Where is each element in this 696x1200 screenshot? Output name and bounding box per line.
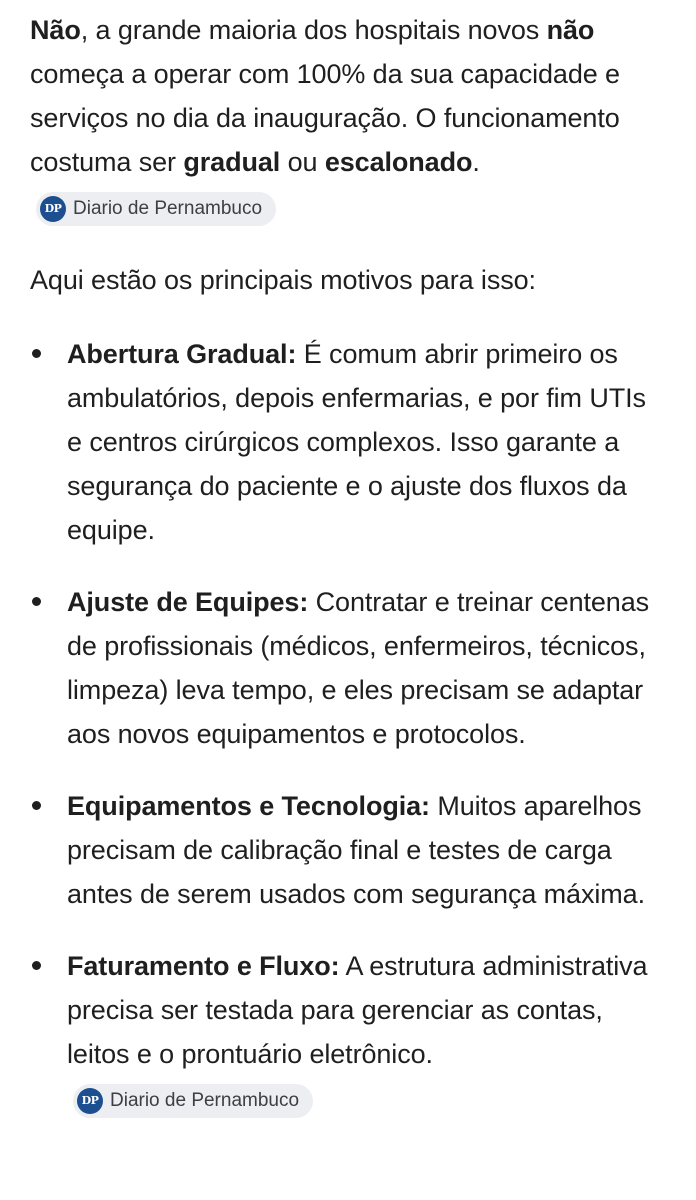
- reasons-list: [30, 332, 668, 1120]
- intro-emphasis-no: Não: [30, 15, 81, 45]
- source-chip-label: Diario de Pernambuco: [73, 198, 263, 219]
- intro-emphasis-escalonado: escalonado: [324, 147, 473, 177]
- list-item: [30, 580, 668, 756]
- reason-title: Ajuste de Equipes:: [67, 587, 309, 617]
- reason-text: É comum abrir primeiro os ambulatórios, depois enfermarias, e por fim UTIs e centros cirúrgicos complexos. Isso garante a segurança do paciente e o ajuste dos fluxos da equipe.: [67, 339, 646, 545]
- bullet-icon: [32, 349, 41, 358]
- intro-emphasis-nao: não: [546, 15, 595, 45]
- intro-emphasis-gradual: gradual: [183, 147, 281, 177]
- intro-text: .: [472, 147, 480, 177]
- intro-text: , a grande maioria dos hospitais novos: [80, 15, 547, 45]
- diario-de-pernambuco-logo-icon: DP: [40, 196, 66, 222]
- reason-title: Faturamento e Fluxo:: [67, 951, 340, 981]
- list-item: [30, 944, 668, 1120]
- source-chip[interactable]: [73, 1084, 313, 1118]
- intro-paragraph: [30, 8, 668, 228]
- source-chip-label: Diario de Pernambuco: [110, 1090, 300, 1111]
- reason-title: Abertura Gradual:: [67, 339, 297, 369]
- reasons-lead: Aqui estão os principais motivos para isso:: [30, 265, 536, 295]
- bullet-icon: [32, 961, 41, 970]
- bullet-icon: [32, 597, 41, 606]
- bullet-icon: [32, 801, 41, 810]
- reason-title: Equipamentos e Tecnologia:: [67, 791, 430, 821]
- source-chip[interactable]: [36, 192, 276, 226]
- reason-text: Contratar e treinar centenas de profissionais (médicos, enfermeiros, técnicos, limpeza) leva tempo, e eles precisam se adaptar aos novos equipamentos e protocolos.: [67, 587, 650, 749]
- list-item: [30, 784, 668, 916]
- diario-de-pernambuco-logo-icon: DP: [77, 1088, 103, 1114]
- reason-text: Muitos aparelhos precisam de calibração final e testes de carga antes de serem usados com segurança máxima.: [67, 791, 645, 909]
- intro-text: começa a operar com 100% da sua capacidade e serviços no dia da inauguração. O funcionamento costuma ser: [30, 59, 620, 177]
- list-item: [30, 332, 668, 552]
- intro-text: ou: [280, 147, 325, 177]
- reason-text: A estrutura administrativa precisa ser testada para gerenciar as contas, leitos e o prontuário eletrônico.: [67, 951, 648, 1069]
